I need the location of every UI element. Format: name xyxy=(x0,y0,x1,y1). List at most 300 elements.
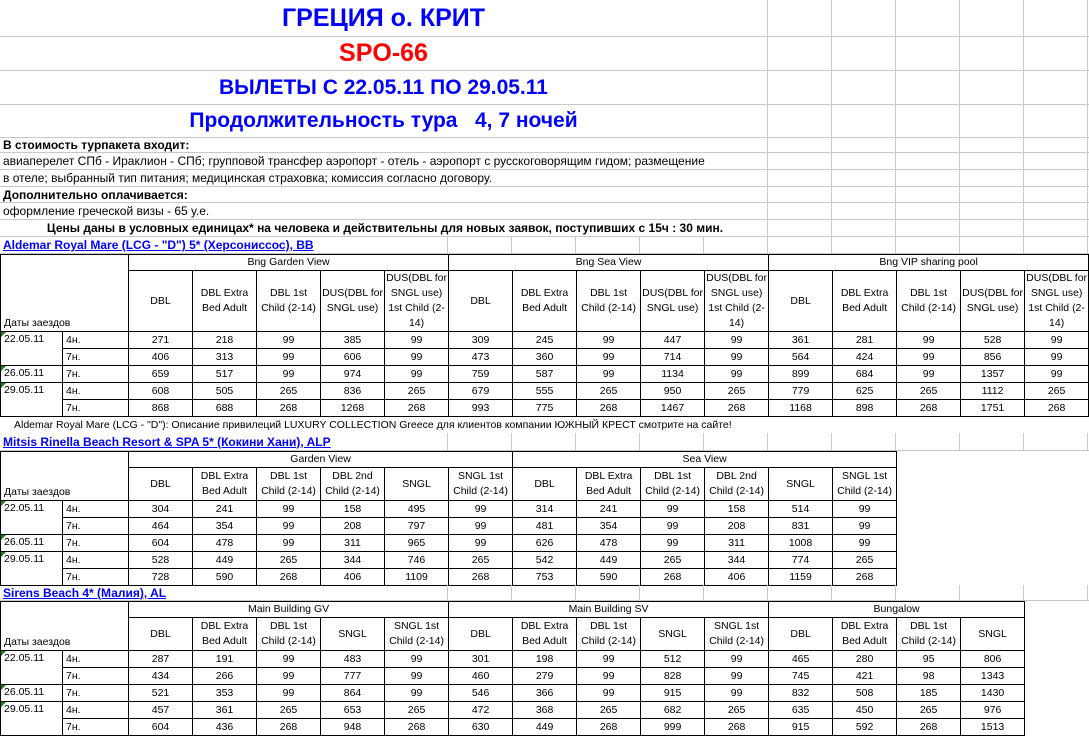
price-cell[interactable]: 354 xyxy=(193,518,257,535)
table-row xyxy=(1,332,1089,349)
hotel-link[interactable]: Aldemar Royal Mare (LCG - "D") 5* (Херсониссос), BB xyxy=(0,237,448,253)
dates-header: Даты заездов xyxy=(1,255,129,332)
cell[interactable] xyxy=(896,37,960,70)
price-cell[interactable]: 406 xyxy=(129,349,193,366)
cell[interactable] xyxy=(832,105,896,137)
price-cell[interactable]: 354 xyxy=(577,518,641,535)
price-cell[interactable]: 99 xyxy=(705,332,769,349)
price-cell[interactable]: 185 xyxy=(897,685,961,702)
price-cell[interactable]: 608 xyxy=(129,383,193,400)
table-row xyxy=(1,518,897,535)
price-cell[interactable]: 311 xyxy=(705,535,769,552)
arrival-date[interactable]: 22.05.11 xyxy=(1,651,63,685)
price-cell[interactable]: 517 xyxy=(193,366,257,383)
price-cell[interactable]: 625 xyxy=(833,383,897,400)
price-cell[interactable]: 99 xyxy=(577,685,641,702)
price-cell[interactable]: 449 xyxy=(193,552,257,569)
nights-cell[interactable]: 4н. xyxy=(63,332,129,349)
price-cell[interactable]: 679 xyxy=(449,383,513,400)
price-cell[interactable]: 630 xyxy=(449,719,513,736)
cell[interactable] xyxy=(832,0,896,36)
price-cell[interactable]: 95 xyxy=(897,651,961,668)
price-cell[interactable]: 555 xyxy=(513,383,577,400)
price-cell[interactable]: 898 xyxy=(833,400,897,417)
price-cell[interactable]: 590 xyxy=(577,569,641,586)
nights-cell[interactable]: 4н. xyxy=(63,552,129,569)
price-cell[interactable]: 449 xyxy=(513,719,577,736)
nights-cell[interactable]: 7н. xyxy=(63,366,129,383)
price-cell[interactable]: 1430 xyxy=(961,685,1025,702)
price-cell[interactable]: 268 xyxy=(257,400,321,417)
price-cell[interactable]: 360 xyxy=(513,349,577,366)
price-cell[interactable]: 564 xyxy=(769,349,833,366)
price-cell[interactable]: 280 xyxy=(833,651,897,668)
arrival-date[interactable]: 22.05.11 xyxy=(1,332,63,366)
price-cell[interactable]: 714 xyxy=(641,349,705,366)
column-header: DUS(DBL for SNGL use) 1st Child (2-14) xyxy=(705,271,769,332)
price-cell[interactable]: 281 xyxy=(833,332,897,349)
column-header: DUS(DBL for SNGL use) xyxy=(961,271,1025,332)
price-cell[interactable]: 99 xyxy=(257,535,321,552)
price-cell[interactable]: 158 xyxy=(321,501,385,518)
price-cell[interactable]: 265 xyxy=(385,702,449,719)
room-type-header: Bungalow xyxy=(769,602,1025,618)
price-cell[interactable]: 265 xyxy=(705,702,769,719)
price-cell[interactable]: 99 xyxy=(449,518,513,535)
price-cell[interactable]: 99 xyxy=(833,535,897,552)
column-header: DBL xyxy=(449,271,513,332)
price-cell[interactable]: 521 xyxy=(129,685,193,702)
price-cell[interactable]: 948 xyxy=(321,719,385,736)
price-cell[interactable]: 481 xyxy=(513,518,577,535)
price-cell[interactable]: 99 xyxy=(449,501,513,518)
price-cell[interactable]: 99 xyxy=(1025,332,1089,349)
price-cell[interactable]: 268 xyxy=(641,569,705,586)
nights-cell[interactable]: 4н. xyxy=(63,702,129,719)
price-cell[interactable]: 99 xyxy=(897,349,961,366)
price-cell[interactable]: 99 xyxy=(833,501,897,518)
price-cell[interactable]: 265 xyxy=(1025,383,1089,400)
price-cell[interactable]: 268 xyxy=(577,400,641,417)
price-cell[interactable]: 836 xyxy=(321,383,385,400)
price-cell[interactable]: 98 xyxy=(897,668,961,685)
price-cell[interactable]: 314 xyxy=(513,501,577,518)
arrival-date[interactable]: 29.05.11 xyxy=(1,552,63,586)
nights-cell[interactable]: 7н. xyxy=(63,668,129,685)
price-cell[interactable]: 592 xyxy=(833,719,897,736)
price-cell[interactable]: 976 xyxy=(961,702,1025,719)
price-cell[interactable]: 779 xyxy=(769,383,833,400)
price-cell[interactable]: 99 xyxy=(577,668,641,685)
nights-cell[interactable]: 7н. xyxy=(63,569,129,586)
price-cell[interactable]: 99 xyxy=(257,651,321,668)
column-header: DBL xyxy=(513,468,577,501)
price-cell[interactable]: 546 xyxy=(449,685,513,702)
price-cell[interactable]: 361 xyxy=(193,702,257,719)
price-cell[interactable]: 868 xyxy=(129,400,193,417)
price-cell[interactable]: 753 xyxy=(513,569,577,586)
prices-note: Цены даны в условных единицах* на человека и действительны для новых заявок, поступивших с 15ч : 30 мин. xyxy=(0,220,768,236)
price-cell[interactable]: 473 xyxy=(449,349,513,366)
table-row xyxy=(1,535,897,552)
column-header: DBL Extra Bed Adult xyxy=(193,271,257,332)
price-cell[interactable]: 99 xyxy=(641,518,705,535)
price-cell[interactable]: 99 xyxy=(577,332,641,349)
price-cell[interactable]: 268 xyxy=(257,719,321,736)
nights-cell[interactable]: 7н. xyxy=(63,400,129,417)
price-cell[interactable]: 505 xyxy=(193,383,257,400)
price-cell[interactable]: 99 xyxy=(257,518,321,535)
cell[interactable] xyxy=(832,71,896,104)
price-cell[interactable]: 1008 xyxy=(769,535,833,552)
price-cell[interactable]: 450 xyxy=(833,702,897,719)
cell[interactable] xyxy=(960,37,1024,70)
nights-cell[interactable]: 7н. xyxy=(63,685,129,702)
column-header: DBL 1st Child (2-14) xyxy=(897,618,961,651)
price-cell[interactable]: 832 xyxy=(769,685,833,702)
column-header: DUS(DBL for SNGL use) xyxy=(321,271,385,332)
column-header: DBL Extra Bed Adult xyxy=(513,271,577,332)
dates-header: Даты заездов xyxy=(1,452,129,501)
price-cell[interactable]: 99 xyxy=(641,535,705,552)
price-cell[interactable]: 344 xyxy=(705,552,769,569)
price-cell[interactable]: 864 xyxy=(321,685,385,702)
price-cell[interactable]: 457 xyxy=(129,702,193,719)
price-cell[interactable]: 688 xyxy=(193,400,257,417)
price-cell[interactable]: 993 xyxy=(449,400,513,417)
price-cell[interactable]: 265 xyxy=(257,552,321,569)
price-cell[interactable]: 99 xyxy=(257,366,321,383)
nights-cell[interactable]: 4н. xyxy=(63,501,129,518)
price-cell[interactable]: 406 xyxy=(705,569,769,586)
price-cell[interactable]: 265 xyxy=(641,552,705,569)
column-header: DBL Extra Bed Adult xyxy=(193,468,257,501)
price-cell[interactable]: 542 xyxy=(513,552,577,569)
price-cell[interactable]: 268 xyxy=(577,719,641,736)
price-cell[interactable]: 99 xyxy=(705,349,769,366)
column-header: DBL 1st Child (2-14) xyxy=(257,618,321,651)
cell[interactable] xyxy=(1024,37,1088,70)
duration-label: Продолжительность тура 4, 7 ночей xyxy=(0,105,768,137)
price-cell[interactable]: 265 xyxy=(449,552,513,569)
price-cell[interactable]: 1268 xyxy=(321,400,385,417)
cell[interactable] xyxy=(960,0,1024,36)
price-cell[interactable]: 158 xyxy=(705,501,769,518)
column-header: DBL xyxy=(129,468,193,501)
price-cell[interactable]: 528 xyxy=(961,332,1025,349)
price-cell[interactable]: 99 xyxy=(641,501,705,518)
price-cell[interactable]: 478 xyxy=(577,535,641,552)
cell[interactable] xyxy=(1024,71,1088,104)
price-cell[interactable]: 99 xyxy=(577,366,641,383)
price-cell[interactable]: 268 xyxy=(897,719,961,736)
price-cell[interactable]: 268 xyxy=(449,569,513,586)
price-cell[interactable]: 626 xyxy=(513,535,577,552)
cell[interactable] xyxy=(896,105,960,137)
price-cell[interactable]: 99 xyxy=(705,685,769,702)
column-header: SNGL xyxy=(961,618,1025,651)
price-cell[interactable]: 604 xyxy=(129,535,193,552)
price-cell[interactable]: 368 xyxy=(513,702,577,719)
spo-label: SPO-66 xyxy=(0,37,768,70)
price-cell[interactable]: 774 xyxy=(769,552,833,569)
cell[interactable] xyxy=(896,0,960,36)
table-row xyxy=(1,383,1089,400)
price-cell[interactable]: 311 xyxy=(321,535,385,552)
price-cell[interactable]: 464 xyxy=(129,518,193,535)
price-cell[interactable]: 514 xyxy=(769,501,833,518)
price-cell[interactable]: 265 xyxy=(897,383,961,400)
price-cell[interactable]: 99 xyxy=(577,349,641,366)
column-header: SNGL xyxy=(641,618,705,651)
nights-cell[interactable]: 7н. xyxy=(63,349,129,366)
price-cell[interactable]: 99 xyxy=(1025,349,1089,366)
departures-row xyxy=(0,71,1089,105)
price-cell[interactable]: 99 xyxy=(449,535,513,552)
cell[interactable] xyxy=(896,71,960,104)
price-cell[interactable]: 434 xyxy=(129,668,193,685)
price-cell[interactable]: 265 xyxy=(897,702,961,719)
hotel-link[interactable]: Sirens Beach 4* (Малия), AL xyxy=(0,585,448,600)
price-cell[interactable]: 271 xyxy=(129,332,193,349)
arrival-date[interactable]: 29.05.11 xyxy=(1,702,63,736)
price-cell[interactable]: 99 xyxy=(385,668,449,685)
column-header: DBL Extra Bed Adult xyxy=(513,618,577,651)
price-cell[interactable]: 99 xyxy=(385,651,449,668)
column-header: DBL Extra Bed Adult xyxy=(577,468,641,501)
price-cell[interactable]: 495 xyxy=(385,501,449,518)
arrival-date[interactable]: 26.05.11 xyxy=(1,685,63,702)
room-type-header: Sea View xyxy=(513,452,897,468)
price-cell[interactable]: 1168 xyxy=(769,400,833,417)
arrival-date[interactable]: 26.05.11 xyxy=(1,535,63,552)
table-row xyxy=(1,702,1025,719)
price-cell[interactable]: 265 xyxy=(385,383,449,400)
cell[interactable] xyxy=(960,71,1024,104)
table-row xyxy=(1,685,1025,702)
price-cell[interactable]: 99 xyxy=(833,518,897,535)
price-cell[interactable]: 265 xyxy=(257,702,321,719)
price-cell[interactable]: 653 xyxy=(321,702,385,719)
price-cell[interactable]: 241 xyxy=(577,501,641,518)
price-cell[interactable]: 287 xyxy=(129,651,193,668)
price-cell[interactable]: 268 xyxy=(385,400,449,417)
price-cell[interactable]: 746 xyxy=(385,552,449,569)
cell[interactable] xyxy=(768,37,832,70)
price-cell[interactable]: 301 xyxy=(449,651,513,668)
nights-cell[interactable]: 4н. xyxy=(63,651,129,668)
price-cell[interactable]: 268 xyxy=(833,569,897,586)
price-cell[interactable]: 361 xyxy=(769,332,833,349)
price-cell[interactable]: 313 xyxy=(193,349,257,366)
price-cell[interactable]: 99 xyxy=(705,668,769,685)
price-cell[interactable]: 344 xyxy=(321,552,385,569)
price-cell[interactable]: 208 xyxy=(321,518,385,535)
price-cell[interactable]: 309 xyxy=(449,332,513,349)
price-cell[interactable]: 99 xyxy=(257,332,321,349)
arrival-date[interactable]: 22.05.11 xyxy=(1,501,63,535)
column-header: DBL 1st Child (2-14) xyxy=(257,271,321,332)
price-cell[interactable]: 268 xyxy=(1025,400,1089,417)
price-cell[interactable]: 99 xyxy=(385,366,449,383)
price-cell[interactable]: 483 xyxy=(321,651,385,668)
room-type-header: Main Building GV xyxy=(129,602,449,618)
hotel-link[interactable]: Mitsis Rinella Beach Resort & SPA 5* (Кокини Хани), ALP xyxy=(0,433,448,450)
price-cell[interactable]: 304 xyxy=(129,501,193,518)
nights-cell[interactable]: 7н. xyxy=(63,535,129,552)
price-cell[interactable]: 1751 xyxy=(961,400,1025,417)
price-cell[interactable]: 1134 xyxy=(641,366,705,383)
price-cell[interactable]: 777 xyxy=(321,668,385,685)
price-cell[interactable]: 279 xyxy=(513,668,577,685)
price-cell[interactable]: 99 xyxy=(705,366,769,383)
hotel-name-row xyxy=(0,237,1089,254)
cell[interactable] xyxy=(1024,105,1088,137)
table-row xyxy=(1,349,1089,366)
price-cell[interactable]: 478 xyxy=(193,535,257,552)
cell[interactable] xyxy=(768,0,832,36)
nights-cell[interactable]: 7н. xyxy=(63,719,129,736)
price-cell[interactable]: 268 xyxy=(705,719,769,736)
price-cell[interactable]: 99 xyxy=(1025,366,1089,383)
column-header: DBL xyxy=(769,618,833,651)
price-cell[interactable]: 191 xyxy=(193,651,257,668)
price-cell[interactable]: 1159 xyxy=(769,569,833,586)
price-cell[interactable]: 775 xyxy=(513,400,577,417)
price-cell[interactable]: 99 xyxy=(257,668,321,685)
price-cell[interactable]: 797 xyxy=(385,518,449,535)
column-header: DBL xyxy=(449,618,513,651)
price-cell[interactable]: 268 xyxy=(897,400,961,417)
price-cell[interactable]: 915 xyxy=(641,685,705,702)
price-cell[interactable]: 99 xyxy=(385,685,449,702)
price-cell[interactable]: 241 xyxy=(193,501,257,518)
price-cell[interactable]: 265 xyxy=(705,383,769,400)
price-cell[interactable]: 606 xyxy=(321,349,385,366)
table-row xyxy=(1,400,1089,417)
price-cell[interactable]: 587 xyxy=(513,366,577,383)
price-cell[interactable]: 965 xyxy=(385,535,449,552)
price-cell[interactable]: 265 xyxy=(257,383,321,400)
price-cell[interactable]: 424 xyxy=(833,349,897,366)
price-cell[interactable]: 759 xyxy=(449,366,513,383)
extra-title: Дополнительно оплачивается: xyxy=(0,187,768,202)
price-cell[interactable]: 856 xyxy=(961,349,1025,366)
price-cell[interactable]: 974 xyxy=(321,366,385,383)
cell[interactable] xyxy=(832,37,896,70)
price-cell[interactable]: 1343 xyxy=(961,668,1025,685)
price-cell[interactable]: 528 xyxy=(129,552,193,569)
column-header: DBL 1st Child (2-14) xyxy=(577,271,641,332)
price-cell[interactable]: 512 xyxy=(641,651,705,668)
price-cell[interactable]: 265 xyxy=(577,383,641,400)
price-cell[interactable]: 1357 xyxy=(961,366,1025,383)
price-cell[interactable]: 465 xyxy=(769,651,833,668)
price-cell[interactable]: 198 xyxy=(513,651,577,668)
price-cell[interactable]: 449 xyxy=(577,552,641,569)
price-cell[interactable]: 208 xyxy=(705,518,769,535)
price-cell[interactable]: 828 xyxy=(641,668,705,685)
price-cell[interactable]: 635 xyxy=(769,702,833,719)
price-cell[interactable]: 99 xyxy=(257,349,321,366)
price-cell[interactable]: 682 xyxy=(641,702,705,719)
price-cell[interactable]: 1467 xyxy=(641,400,705,417)
price-cell[interactable]: 406 xyxy=(321,569,385,586)
cell[interactable] xyxy=(768,105,832,137)
price-cell[interactable]: 266 xyxy=(193,668,257,685)
price-cell[interactable]: 268 xyxy=(257,569,321,586)
price-cell[interactable]: 218 xyxy=(193,332,257,349)
price-cell[interactable]: 421 xyxy=(833,668,897,685)
arrival-date[interactable]: 29.05.11 xyxy=(1,383,63,417)
price-cell[interactable]: 831 xyxy=(769,518,833,535)
price-cell[interactable]: 899 xyxy=(769,366,833,383)
price-cell[interactable]: 99 xyxy=(257,685,321,702)
price-cell[interactable]: 436 xyxy=(193,719,257,736)
price-cell[interactable]: 385 xyxy=(321,332,385,349)
price-table xyxy=(0,451,897,586)
column-header: DBL xyxy=(129,618,193,651)
price-cell[interactable]: 1513 xyxy=(961,719,1025,736)
price-cell[interactable]: 1109 xyxy=(385,569,449,586)
price-cell[interactable]: 728 xyxy=(129,569,193,586)
price-cell[interactable]: 99 xyxy=(897,366,961,383)
column-header: DBL 1st Child (2-14) xyxy=(641,468,705,501)
price-cell[interactable]: 447 xyxy=(641,332,705,349)
price-cell[interactable]: 915 xyxy=(769,719,833,736)
price-cell[interactable]: 590 xyxy=(193,569,257,586)
price-cell[interactable]: 806 xyxy=(961,651,1025,668)
price-cell[interactable]: 684 xyxy=(833,366,897,383)
nights-cell[interactable]: 7н. xyxy=(63,518,129,535)
column-header: SNGL 1st Child (2-14) xyxy=(449,468,513,501)
price-cell[interactable]: 353 xyxy=(193,685,257,702)
spo-row xyxy=(0,37,1089,71)
arrival-date[interactable]: 26.05.11 xyxy=(1,366,63,383)
price-cell[interactable]: 99 xyxy=(385,332,449,349)
price-cell[interactable]: 745 xyxy=(769,668,833,685)
price-cell[interactable]: 508 xyxy=(833,685,897,702)
cell[interactable] xyxy=(960,105,1024,137)
price-cell[interactable]: 366 xyxy=(513,685,577,702)
cell[interactable] xyxy=(1024,0,1088,36)
price-cell[interactable]: 99 xyxy=(705,651,769,668)
price-cell[interactable]: 604 xyxy=(129,719,193,736)
price-cell[interactable]: 99 xyxy=(257,501,321,518)
price-cell[interactable]: 659 xyxy=(129,366,193,383)
price-cell[interactable]: 265 xyxy=(833,552,897,569)
table-row xyxy=(1,651,1025,668)
price-cell[interactable]: 460 xyxy=(449,668,513,685)
price-cell[interactable]: 472 xyxy=(449,702,513,719)
price-cell[interactable]: 999 xyxy=(641,719,705,736)
price-cell[interactable]: 265 xyxy=(577,702,641,719)
column-header: DBL 1st Child (2-14) xyxy=(577,618,641,651)
price-cell[interactable]: 950 xyxy=(641,383,705,400)
column-header: SNGL xyxy=(321,618,385,651)
price-cell[interactable]: 99 xyxy=(385,349,449,366)
price-cell[interactable]: 99 xyxy=(577,651,641,668)
price-cell[interactable]: 245 xyxy=(513,332,577,349)
cell[interactable] xyxy=(768,71,832,104)
nights-cell[interactable]: 4н. xyxy=(63,383,129,400)
room-type-header: Garden View xyxy=(129,452,513,468)
price-cell[interactable]: 268 xyxy=(705,400,769,417)
price-cell[interactable]: 99 xyxy=(897,332,961,349)
price-cell[interactable]: 1112 xyxy=(961,383,1025,400)
price-cell[interactable]: 268 xyxy=(385,719,449,736)
hotel-name-row xyxy=(0,433,1089,451)
